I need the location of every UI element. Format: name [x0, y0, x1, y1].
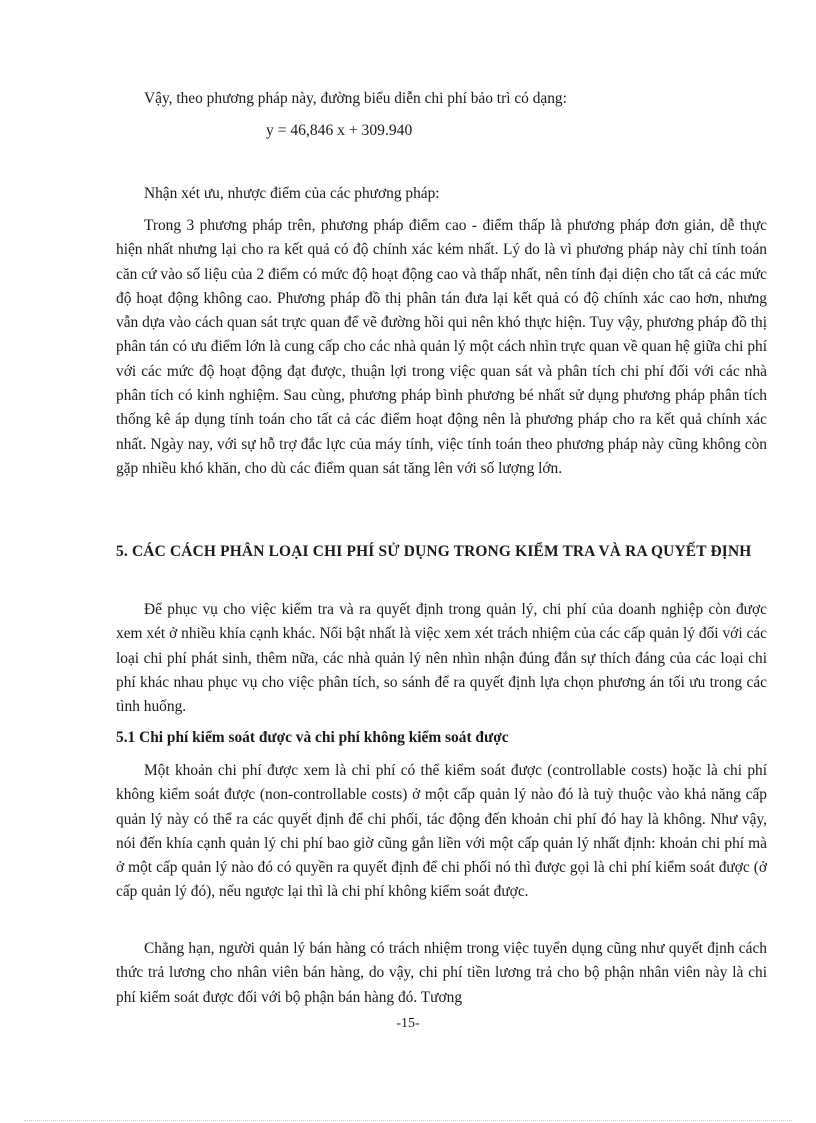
- comparison-paragraph-block: [116, 214, 767, 481]
- remarks-line: Nhận xét ưu, nhược điểm của các phương pháp:: [144, 185, 440, 202]
- page-number: -15-: [396, 1016, 420, 1031]
- section-heading: 5. CÁC CÁCH PHÂN LOẠI CHI PHÍ SỬ DỤNG TRONG KIỂM TRA VÀ RA QUYẾT ĐỊNH: [116, 543, 752, 560]
- controllable-block: [116, 759, 767, 905]
- section-intro-paragraph: Để phục vụ cho việc kiểm tra và ra quyết định trong quản lý, chi phí của doanh nghiệp còn được xem xét ở nhiều khía cạnh khác. Nổi bật nhất là việc xem xét trách nhiệm của các cấp quản lý đối với các loại chi phí phát sinh, thêm nữa, các nhà quản lý nên nhìn nhận đúng đắn sự thích đáng của các loại chi phí khác nhau phục vụ cho việc phân tích, so sánh để ra quyết định lựa chọn phương án tối ưu trong các tình huống.: [116, 601, 767, 716]
- comparison-paragraph: Trong 3 phương pháp trên, phương pháp điểm cao - điểm thấp là phương pháp đơn giản, dễ thực hiện nhất nhưng lại cho ra kết quả có độ chính xác kém nhất. Lý do là vì phương pháp này chỉ tính toán căn cứ vào số liệu của 2 điểm có mức độ hoạt động cao và thấp nhất, nên tính đại diện cho tất cả các mức độ hoạt động không cao. Phương pháp đồ thị phân tán đưa lại kết quả có độ chính xác cao hơn, nhưng vẫn dựa vào cách quan sát trực quan để vẽ đường hồi qui nên khó thực hiện. Tuy vậy, phương pháp đồ thị phân tán có ưu điểm lớn là cung cấp cho các nhà quản lý một cách nhìn trực quan về quan hệ giữa chi phí với các mức độ hoạt động đạt được, thuận lợi trong việc quan sát và phân tích chi phí đối với các nhà phân tích có kinh nghiệm. Sau cùng, phương pháp bình phương bé nhất sử dụng phương pháp phân tích thống kê áp dụng tính toán cho tất cả các điểm hoạt động nên là phương pháp cho ra kết quả chính xác nhất. Ngày nay, với sự hỗ trợ đắc lực của máy tính, việc tính toán theo phương pháp này cũng không còn gặp nhiều khó khăn, cho dù các điểm quan sát tăng lên với số lượng lớn.: [116, 217, 767, 477]
- controllable-paragraph: Một khoản chi phí được xem là chi phí có thể kiểm soát được (controllable costs) hoặc là chi phí không kiểm soát được (non-controllable costs) ở một cấp quản lý nào đó là tuỳ thuộc vào khả năng cấp quản lý này có thể ra các quyết định để chi phối, tác động đến khoản chi phí đó hay là không. Như vậy, nói đến khía cạnh quản lý chi phí bao giờ cũng gắn liền với một cấp quản lý nhất định: khoản chi phí mà ở một cấp quản lý nào đó có quyền ra quyết định để chi phối nó thì được gọi là chi phí kiểm soát được (ở cấp quản lý đó), nếu ngược lại thì là chi phí không kiểm soát được.: [116, 762, 767, 901]
- subsection-heading: 5.1 Chi phí kiểm soát được và chi phí không kiểm soát được: [116, 729, 509, 746]
- section-intro-block: [116, 598, 767, 719]
- example-block: [116, 937, 767, 1010]
- page-bottom-divider: [24, 1120, 792, 1121]
- intro-line: Vậy, theo phương pháp này, đường biểu diễn chi phí bảo trì có dạng:: [144, 90, 567, 107]
- example-paragraph: Chẳng hạn, người quản lý bán hàng có trách nhiệm trong việc tuyển dụng cũng như quyết định cách thức trả lương cho nhân viên bán hàng, do vậy, chi phí tiền lương trả cho bộ phận nhân viên này là chi phí kiểm soát được đối với bộ phận bán hàng đó. Tương: [116, 940, 767, 1006]
- regression-equation: y = 46,846 x + 309.940: [266, 122, 413, 139]
